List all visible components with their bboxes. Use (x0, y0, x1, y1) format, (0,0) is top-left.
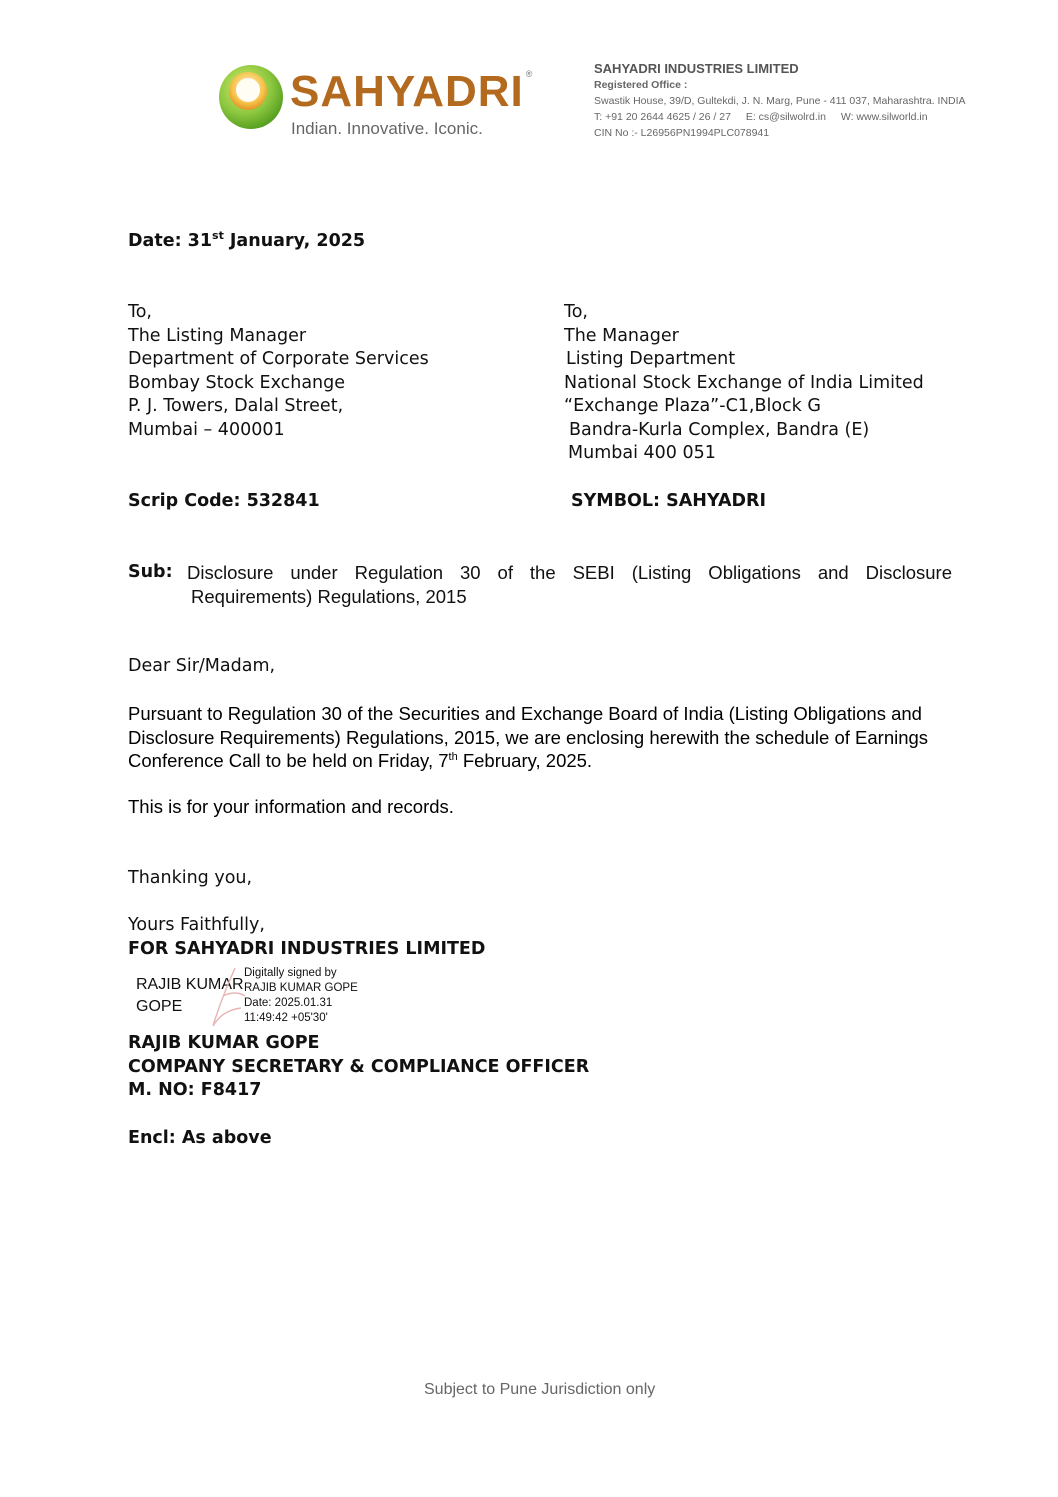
cin-number: CIN No :- L26956PN1994PLC078941 (594, 127, 770, 139)
letter-date (128, 230, 365, 254)
address-line: Bandra-Kurla Complex, Bandra (E) (569, 419, 870, 440)
registered-mark: ® (525, 69, 534, 79)
subject-text-line2: Requirements) Regulations, 2015 (191, 585, 467, 607)
subject-text-line1: Disclosure under Regulation 30 of the SEBI (Listing Obligations and Disclosure (187, 562, 952, 583)
membership-number: M. NO: F8417 (128, 1080, 262, 1100)
signatory-name: RAJIB KUMAR GOPE (128, 1033, 320, 1053)
date-ordinal: st (212, 229, 224, 242)
recipient-address-nse (564, 301, 924, 466)
registered-office-label: Registered Office : (594, 79, 688, 91)
letterhead-company-name: SAHYADRI INDUSTRIES LIMITED (594, 61, 799, 76)
for-company: FOR SAHYADRI INDUSTRIES LIMITED (128, 939, 486, 959)
signature-detail-line: Date: 2025.01.31 (244, 997, 333, 1009)
logo-text: SAHYADRI (290, 67, 524, 116)
footer-jurisdiction: Subject to Pune Jurisdiction only (424, 1381, 656, 1398)
logo-tagline: Indian. Innovative. Iconic. (291, 119, 483, 138)
phone-number: T: +91 20 2644 4625 / 26 / 27 (594, 111, 731, 123)
address-line: P. J. Towers, Dalal Street, (128, 396, 344, 416)
signatory-title: COMPANY SECRETARY & COMPLIANCE OFFICER (128, 1056, 590, 1077)
paragraph-text: Pursuant to Regulation 30 of the Securities and Exchange Board of India (Listing Obligations and Disclosure Requirements) Regulations, 2015, we are enclosing herewith the schedule of Earnings Conference Call to be held on Friday, 7 (128, 703, 929, 771)
address-line: National Stock Exchange of India Limited (564, 372, 924, 393)
address-line: The Manager (564, 325, 679, 346)
paragraph-ordinal: th (448, 751, 458, 763)
address-line: Listing Department (566, 349, 736, 369)
scrip-code: Scrip Code: 532841 (128, 491, 320, 511)
recipient-address-bse (128, 301, 429, 442)
signature-detail-line: Digitally signed by (244, 967, 337, 979)
signature-details (244, 966, 358, 1026)
date-day: Date: 31 (128, 231, 213, 251)
address-line: “Exchange Plaza”-C1,Block G (564, 396, 821, 416)
subject-line (128, 561, 952, 608)
yours-faithfully: Yours Faithfully, (128, 915, 265, 935)
subject-label: Sub: (128, 562, 173, 582)
address-line: The Listing Manager (128, 325, 307, 346)
signature-detail-line: 11:49:42 +05'30' (244, 1012, 328, 1024)
address-line: Mumbai – 400001 (128, 419, 285, 440)
address-line: Department of Corporate Services (128, 349, 429, 369)
enclosure-note: Encl: As above (128, 1128, 272, 1148)
paragraph-text-end: February, 2025. (457, 750, 593, 771)
date-month-year: January, 2025 (223, 231, 366, 251)
logo-wordmark (290, 67, 534, 116)
address-line: Mumbai 400 051 (568, 443, 716, 463)
email-address: E: cs@silwolrd.in (745, 111, 826, 123)
registered-address: Swastik House, 39/D, Gultekdi, J. N. Marg, Pune - 411 037, Maharashtra. INDIA (594, 95, 966, 107)
address-line: Bombay Stock Exchange (128, 372, 346, 393)
signature-name-line1: RAJIB KUMAR (136, 976, 244, 993)
contact-line (594, 109, 966, 125)
address-line: To, (128, 302, 152, 322)
info-line: This is for your information and records. (128, 796, 454, 817)
company-logo-icon (217, 63, 285, 131)
letterhead-details (594, 61, 966, 141)
website: W: www.silworld.in (840, 111, 928, 123)
signatory-block (128, 1032, 589, 1103)
stock-symbol: SYMBOL: SAHYADRI (571, 491, 766, 511)
thanks-line: Thanking you, (128, 868, 253, 888)
body-paragraph (128, 702, 958, 773)
address-line: To, (564, 302, 588, 322)
signature-name-line2: GOPE (136, 998, 183, 1015)
signature-detail-line: RAJIB KUMAR GOPE (244, 982, 358, 994)
salutation: Dear Sir/Madam, (128, 656, 276, 676)
